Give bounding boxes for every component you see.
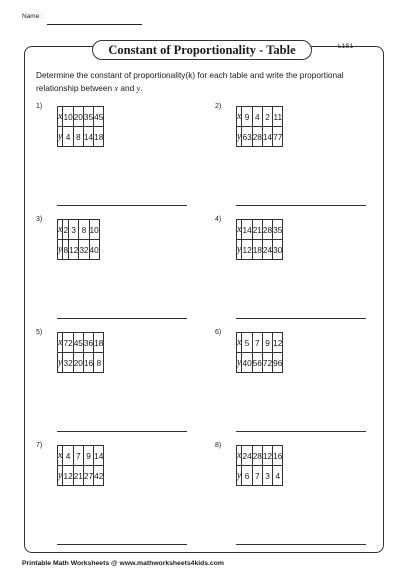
name-label: Name : [22,13,43,20]
table-row-y [237,353,283,373]
table-cell: 14 [94,446,104,466]
ratio-table [57,332,104,373]
table-row-y [58,240,100,260]
table-cell: 12 [273,333,283,353]
answer-line[interactable] [57,431,187,432]
table-cell: 11 [273,107,283,127]
table-cell: 24 [242,446,252,466]
table-cell: 14 [83,127,93,147]
table-cell: 9 [262,333,272,353]
instructions-and: and [118,82,137,93]
table-cell: 27 [83,466,93,486]
table-cell: 30 [273,240,283,260]
ratio-table [236,445,283,486]
ratio-table [236,332,283,373]
worksheet-code: L1S1 [338,43,354,50]
row-header-y: y [58,353,63,373]
table-cell: 4 [63,446,73,466]
row-header-y: y [58,240,63,260]
table-cell: 77 [273,127,283,147]
table-cell: 28 [262,220,272,240]
table-cell: 10 [89,220,99,240]
row-header-x: x [237,107,242,127]
table-cell: 7 [252,466,262,486]
table-cell: 21 [252,220,262,240]
row-header-x: x [58,333,63,353]
answer-line[interactable] [236,205,366,206]
table-cell: 18 [252,240,262,260]
table-cell: 35 [83,107,93,127]
table-cell: 8 [79,220,89,240]
table-row-x [58,220,100,240]
table-row-y [237,127,283,147]
table-cell: 32 [79,240,89,260]
table-cell: 36 [83,333,93,353]
problem-number: 4) [215,216,222,223]
row-header-x: x [237,446,242,466]
table-cell: 63 [242,127,252,147]
table-cell: 14 [242,220,252,240]
table-cell: 4 [273,466,283,486]
row-header-x: x [58,446,63,466]
table-cell: 16 [83,353,93,373]
table-row-y [58,127,104,147]
table-cell: 42 [94,466,104,486]
answer-line[interactable] [236,431,366,432]
table-cell: 3 [262,466,272,486]
instructions-var-x: x [114,83,119,93]
table-cell: 7 [252,333,262,353]
problem-number: 2) [215,103,222,110]
table-cell: 18 [94,127,104,147]
table-cell: 45 [94,107,104,127]
table-cell: 9 [242,107,252,127]
row-header-y: y [237,466,242,486]
table-row-x [58,333,104,353]
instructions-var-y: y [136,83,141,93]
table-cell: 12 [69,240,79,260]
ratio-table [236,106,283,147]
table-cell: 45 [73,333,83,353]
answer-line[interactable] [236,544,366,545]
table-row-x [58,107,104,127]
table-cell: 40 [89,240,99,260]
table-cell: 35 [273,220,283,240]
table-cell: 9 [83,446,93,466]
table-cell: 21 [73,466,83,486]
answer-line[interactable] [236,318,366,319]
row-header-x: x [237,220,242,240]
table-row-x [58,446,104,466]
answer-line[interactable] [57,205,187,206]
name-line[interactable] [47,24,142,25]
table-cell: 32 [63,353,73,373]
table-cell: 8 [63,240,69,260]
table-cell: 12 [262,446,272,466]
ratio-table [57,106,104,147]
table-cell: 8 [73,127,83,147]
table-cell: 12 [242,240,252,260]
table-row-x [237,107,283,127]
table-row-y [237,466,283,486]
table-cell: 28 [252,446,262,466]
table-cell: 12 [63,466,73,486]
problem-number: 5) [36,329,43,336]
ratio-table [57,445,104,486]
table-cell: 10 [63,107,73,127]
ratio-table [236,219,283,260]
table-cell: 2 [63,220,69,240]
problem-number: 1) [36,103,43,110]
instructions [36,69,381,95]
instructions-end: . [140,82,143,93]
table-cell: 28 [252,127,262,147]
problem-number: 3) [36,216,43,223]
table-row-x [237,333,283,353]
worksheet-title: Constant of Proportionality - Table [92,40,312,60]
answer-line[interactable] [57,544,187,545]
table-cell: 16 [273,446,283,466]
problem-number: 8) [215,442,222,449]
table-cell: 3 [69,220,79,240]
table-cell: 4 [63,127,73,147]
problem-number: 7) [36,442,43,449]
table-row-x [237,446,283,466]
table-cell: 6 [242,466,252,486]
table-cell: 24 [262,240,272,260]
table-row-y [237,240,283,260]
row-header-y: y [237,353,242,373]
table-cell: 72 [262,353,272,373]
footer-credit: Printable Math Worksheets @ www.mathworksheets4kids.com [22,560,224,567]
row-header-y: y [58,127,63,147]
table-row-x [237,220,283,240]
row-header-x: x [237,333,242,353]
table-cell: 20 [73,353,83,373]
table-cell: 2 [262,107,272,127]
table-row-y [58,353,104,373]
table-cell: 40 [242,353,252,373]
table-row-y [58,466,104,486]
table-cell: 4 [252,107,262,127]
row-header-y: y [237,240,242,260]
problem-number: 6) [215,329,222,336]
table-cell: 72 [63,333,73,353]
row-header-y: y [237,127,242,147]
row-header-y: y [58,466,63,486]
table-cell: 5 [242,333,252,353]
table-cell: 14 [262,127,272,147]
row-header-x: x [58,220,63,240]
table-cell: 56 [252,353,262,373]
table-cell: 96 [273,353,283,373]
table-cell: 7 [73,446,83,466]
ratio-table [57,219,100,260]
answer-line[interactable] [57,318,187,319]
instructions-text: Determine the constant of proportionality(k) for each table and write the proportional relationship between [36,70,344,93]
table-cell: 8 [94,353,104,373]
table-cell: 18 [94,333,104,353]
row-header-x: x [58,107,63,127]
table-cell: 20 [73,107,83,127]
